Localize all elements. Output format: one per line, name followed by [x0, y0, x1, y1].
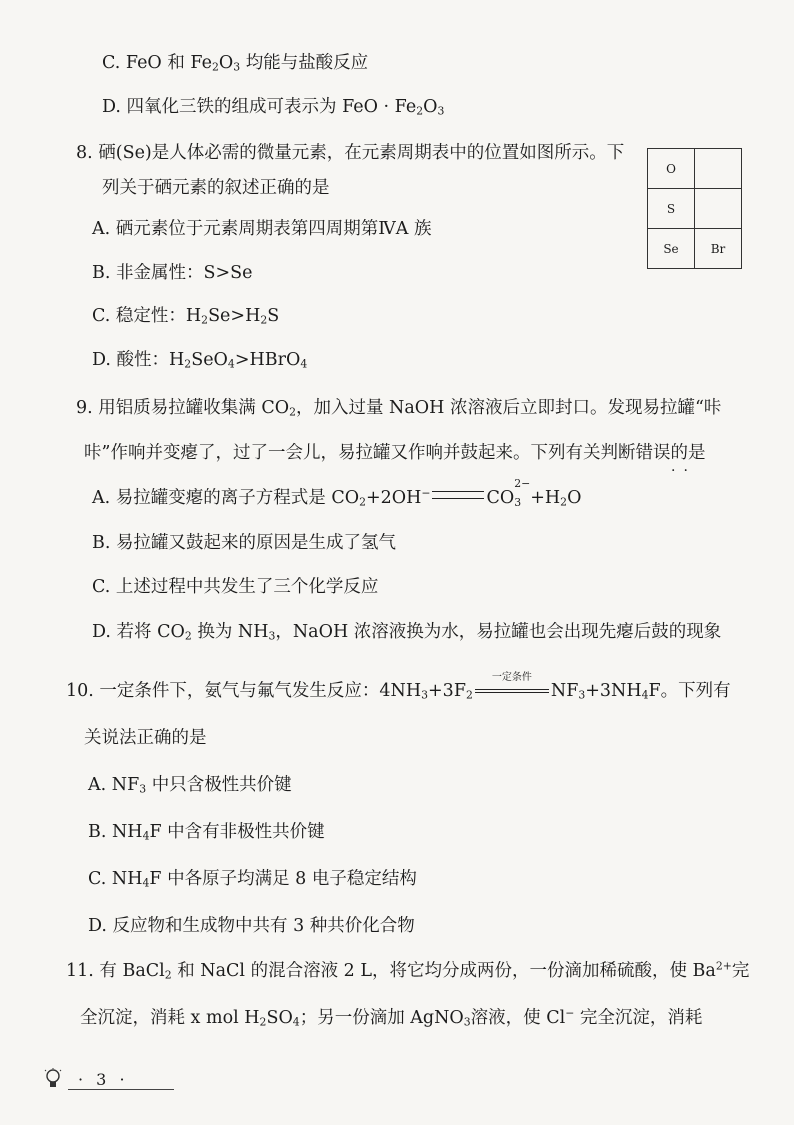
- q10-option-b: B. $NH_4F$ 中含有非极性共价键: [88, 822, 325, 843]
- table-cell-s: S: [648, 189, 695, 229]
- periodic-table-fragment: [647, 148, 742, 269]
- q9-stem-line1: 9. 用铝质易拉罐收集满 $CO_2$，加入过量 NaOH 浓溶液后立即封口。发现易拉罐“咔: [76, 398, 722, 419]
- q8-stem-line1: 8. 硒(Se)是人体必需的微量元素，在元素周期表中的位置如图所示。下: [76, 143, 625, 163]
- table-cell-empty: [695, 149, 742, 189]
- q9-stem-line2: 咔”作响并变瘪了，过了一会儿，易拉罐又作响并鼓起来。下列有关判断错误的是: [84, 443, 706, 463]
- q8-option-c: C. 稳定性：$H_2Se>H_2S$: [92, 306, 280, 327]
- q7-option-d: D. 四氧化三铁的组成可表示为 FeO · $Fe_2O_3$: [102, 97, 445, 118]
- q11-stem-line2: 全沉淀，消耗 x mol $H_2SO_4$；另一份滴加 AgNO$_3$溶液，使 Cl− 完全沉淀，消耗: [80, 1006, 703, 1029]
- equals-sign: [432, 491, 484, 499]
- q8-option-a: A. 硒元素位于元素周期表第四周期第ⅣA 族: [92, 219, 432, 239]
- q9-option-a: A. 易拉罐变瘪的离子方程式是 $CO_2+2OH^-$ CO 2− 3 $+H_2O$: [92, 477, 582, 509]
- q10-option-a: A. $NF_3$ 中只含极性共价键: [88, 775, 292, 796]
- q8-stem-line2: 列关于硒元素的叙述正确的是: [102, 178, 330, 198]
- q9-option-c: C. 上述过程中共发生了三个化学反应: [92, 577, 379, 597]
- q10-option-c: C. $NH_4F$ 中各原子均满足 8 电子稳定结构: [88, 869, 417, 890]
- reaction-condition: 一定条件: [491, 672, 532, 683]
- q9-option-b: B. 易拉罐又鼓起来的原因是生成了氢气: [92, 533, 396, 553]
- q11-stem-line1: 11. 有 BaCl$_2$ 和 NaCl 的混合溶液 2 L，将它均分成两份，一份滴加稀硫酸，使 $Ba^{2+}$完: [66, 959, 750, 982]
- q8-option-b: B. 非金属性：S>Se: [92, 263, 253, 283]
- emphasis-dots: ··: [671, 463, 696, 479]
- footer-rule: [68, 1089, 174, 1090]
- reaction-arrow: [475, 672, 549, 698]
- page-footer: [44, 1068, 174, 1092]
- table-cell-o: O: [648, 149, 695, 189]
- q10-stem-line2: 关说法正确的是: [84, 728, 207, 748]
- q8-option-d: D. 酸性：$H_2SeO_4>HBrO_4$: [92, 350, 308, 371]
- table-cell-br: Br: [695, 229, 742, 269]
- q10-option-d: D. 反应物和生成物中共有 3 种共价化合物: [88, 916, 415, 936]
- table-cell-se: Se: [648, 229, 695, 269]
- q10-stem-line1: 10. 一定条件下，氨气与氟气发生反应：$4NH_3+3F_2$ 一定条件 $NF_3+3NH_4F$。下列有: [66, 672, 731, 702]
- lightbulb-icon: [44, 1068, 62, 1090]
- q9-option-d: D. 若将 $CO_2$ 换为 $NH_3$，NaOH 浓溶液换为水，易拉罐也会出现先瘪后鼓的现象: [92, 622, 722, 643]
- page-number: · 3 ·: [78, 1070, 129, 1089]
- table-cell-empty: [695, 189, 742, 229]
- q7-option-c: C. FeO 和 $Fe_2O_3$ 均能与盐酸反应: [102, 53, 369, 74]
